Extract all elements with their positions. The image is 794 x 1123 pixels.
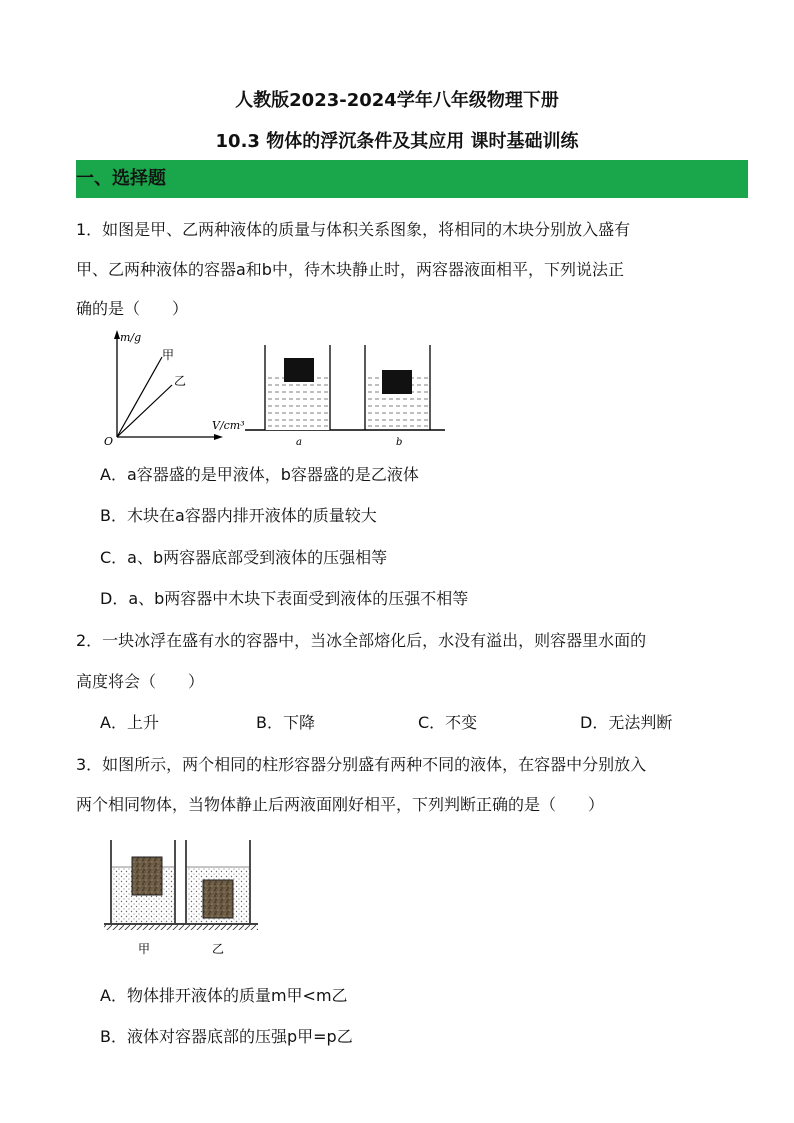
q1-line-yi [117,385,172,437]
q1-text-line3: 确的是（ ） [76,299,189,318]
page-title-line2: 10.3 物体的浮沉条件及其应用 课时基础训练 [215,131,579,152]
q1-figure [100,325,455,450]
q2-option-b[interactable]: B．下降 [256,713,315,732]
q1-option-c[interactable]: C．a、b两容器底部受到液体的压强相等 [100,548,388,567]
q3-container-right [186,840,250,923]
q1-line-jia-label: 甲 [162,348,175,362]
q1-option-a[interactable]: A．a容器盛的是甲液体，b容器盛的是乙液体 [100,465,419,484]
q2-text-line2: 高度将会（ ） [76,672,205,691]
q1-text-line2: 甲、乙两种液体的容器a和b中，待木块静止时，两容器液面相平，下列说法正 [76,260,624,279]
q3-text-line2: 两个相同物体，当物体静止后两液面刚好相平，下列判断正确的是（ ） [76,795,605,814]
q2-text-line1: 2．一块冰浮在盛有水的容器中，当冰全部熔化后，水没有溢出，则容器里水面的 [76,631,647,650]
q3-ground-hatch [104,924,258,930]
q1-container-a [265,345,330,430]
q1-origin-label: O [104,435,114,448]
q3-label-left: 甲 [138,942,151,956]
q1-block-b [382,370,412,394]
page-title-line1: 人教版2023-2024学年八年级物理下册 [235,90,559,111]
q1-container-b [365,345,430,430]
q3-block-right [203,880,233,918]
q2-option-d[interactable]: D．无法判断 [580,713,673,732]
q3-text-line1: 3．如图所示，两个相同的柱形容器分别盛有两种不同的液体，在容器中分别放入 [76,755,647,774]
q3-container-left [111,840,175,923]
q1-x-arrow [214,434,223,440]
q3-block-left [132,857,162,895]
q1-line-jia [117,357,162,437]
q3-figure [100,835,265,960]
q3-option-b[interactable]: B．液体对容器底部的压强p甲=p乙 [100,1027,353,1046]
q3-label-right: 乙 [212,942,225,956]
q3-option-a[interactable]: A．物体排开液体的质量m甲<m乙 [100,986,348,1005]
q1-x-axis-label: V/cm³ [212,419,245,432]
q1-y-axis-label: m/g [120,331,142,344]
q1-line-yi-label: 乙 [174,374,187,388]
q1-container-a-label: a [296,437,302,448]
q1-option-d[interactable]: D．a、b两容器中木块下表面受到液体的压强不相等 [100,589,469,608]
q1-option-b[interactable]: B．木块在a容器内排开液体的质量较大 [100,506,377,525]
section-header: 一、选择题 [76,160,748,198]
q2-option-a[interactable]: A．上升 [100,713,159,732]
q1-block-a [284,358,314,382]
q1-container-b-label: b [396,437,403,448]
q2-option-c[interactable]: C．不变 [418,713,478,732]
q1-text-line1: 1．如图是甲、乙两种液体的质量与体积关系图象，将相同的木块分别放入盛有 [76,220,631,239]
